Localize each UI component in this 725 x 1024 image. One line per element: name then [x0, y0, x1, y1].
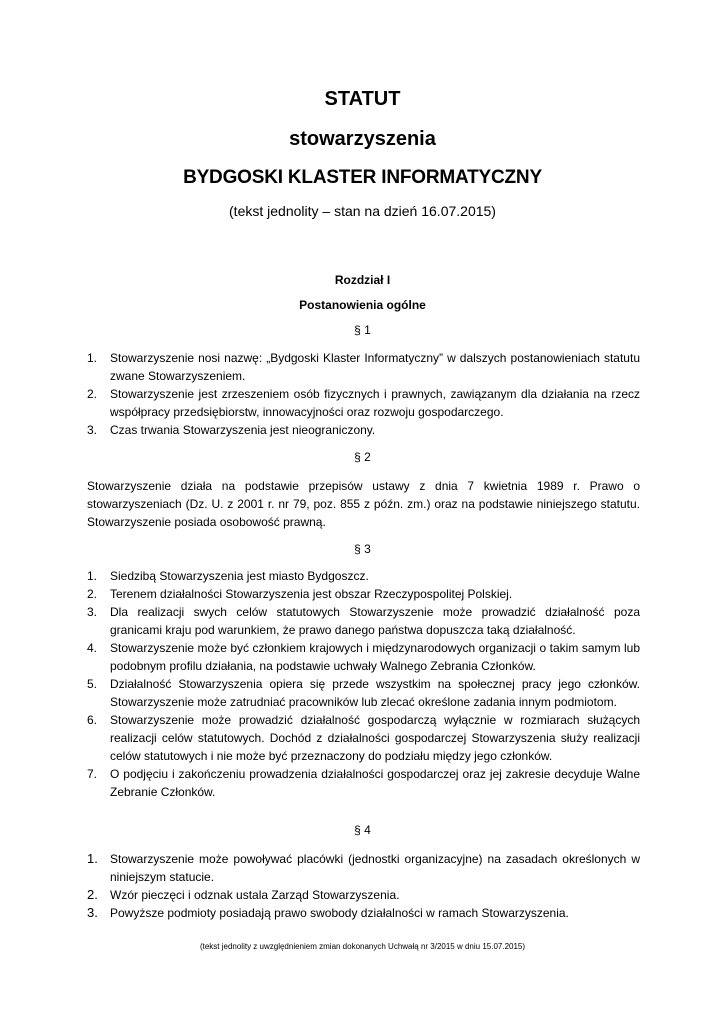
item-text: Dla realizacji swych celów statutowych Stowarzyszenie może prowadzić działalność poza granicami kraju pod warunkiem, że prawo danego państwa dopuszcza taką działalność. — [110, 605, 640, 637]
section-3-list — [87, 567, 640, 801]
list-item — [87, 567, 640, 585]
list-item — [87, 904, 640, 922]
section-mark-4: § 4 — [354, 823, 371, 837]
item-text: Stowarzyszenie jest zrzeszeniem osób fizycznych i prawnych, zawiązanym dla działania na rzecz współpracy przedsiębiorstw, innowacyjności oraz rozwoju gospodarczego. — [110, 387, 640, 419]
list-item — [87, 711, 640, 765]
chapter-label: Rozdział I — [334, 273, 391, 287]
item-text: Terenem działalności Stowarzyszenia jest obszar Rzeczypospolitej Polskiej. — [110, 587, 513, 601]
list-item — [87, 385, 640, 421]
list-item — [87, 675, 640, 711]
list-item — [87, 349, 640, 385]
section-2-paragraph: Stowarzyszenie działa na podstawie przepisów ustawy z dnia 7 kwietnia 1989 r. Prawo o stowarzyszeniach (Dz. U. z 2001 r. nr 79, poz. 855 z późn. zm.) oraz na podstawie niniejszego statutu. Stowarzyszenie posiada osobowość prawną. — [87, 479, 640, 529]
item-number: 3. — [87, 605, 98, 619]
item-text: Stowarzyszenie nosi nazwę: „Bydgoski Klaster Informatyczny” w dalszych postanowieniach statutu zwane Stowarzyszeniem. — [110, 351, 640, 383]
item-text: Wzór pieczęci i odznak ustala Zarząd Stowarzyszenia. — [110, 888, 400, 902]
chapter-title: Postanowienia ogólne — [299, 298, 426, 312]
item-text: O podjęciu i zakończeniu prowadzenia działalności gospodarczej oraz jej zakresie decyduje Walne Zebranie Członków. — [110, 767, 640, 799]
item-number: 1. — [87, 351, 98, 365]
list-item — [87, 765, 640, 801]
item-text: Powyższe podmioty posiadają prawo swobody działalności w ramach Stowarzyszenia. — [110, 906, 569, 920]
section-mark-1: § 1 — [354, 323, 371, 337]
section-mark-3: § 3 — [354, 542, 371, 556]
item-number: 2. — [87, 387, 98, 401]
item-number: 3. — [87, 905, 98, 920]
item-text: Stowarzyszenie może powoływać placówki (jednostki organizacyjne) na zasadach określonych w niniejszym statucie. — [110, 852, 640, 884]
item-text: Siedzibą Stowarzyszenia jest miasto Bydgoszcz. — [110, 569, 369, 583]
item-number: 3. — [87, 423, 98, 437]
section-4-list — [87, 850, 640, 922]
item-number: 5. — [87, 677, 98, 691]
org-type: stowarzyszenia — [289, 128, 436, 150]
section-mark-2: § 2 — [354, 450, 371, 464]
item-number: 2. — [87, 887, 98, 902]
list-item — [87, 886, 640, 904]
item-text: Stowarzyszenie może prowadzić działalność gospodarczą wyłącznie w rozmiarach służących realizacji celów statutowych. Dochód z działalności gospodarczej Stowarzyszenia służy realizacji celów statutowych i nie może być przeznaczony do podziału między jego członków. — [110, 713, 640, 763]
item-number: 1. — [87, 851, 98, 866]
list-item — [87, 421, 640, 439]
list-item — [87, 639, 640, 675]
org-name: BYDGOSKI KLASTER INFORMATYCZNY — [183, 167, 542, 188]
list-item — [87, 603, 640, 639]
list-item — [87, 585, 640, 603]
document-title: STATUT — [324, 88, 401, 110]
section-1-list — [87, 349, 640, 439]
list-item — [87, 850, 640, 886]
footer-note: (tekst jednolity z uwzględnieniem zmian dokonanych Uchwałą nr 3/2015 w dniu 15.07.2015) — [199, 942, 526, 951]
version-note: (tekst jednolity – stan na dzień 16.07.2015) — [229, 203, 496, 219]
item-text: Czas trwania Stowarzyszenia jest nieograniczony. — [110, 423, 376, 437]
item-number: 6. — [87, 713, 98, 727]
item-number: 2. — [87, 587, 98, 601]
item-number: 7. — [87, 767, 98, 781]
item-text: Działalność Stowarzyszenia opiera się przede wszystkim na społecznej pracy jego członków. Stowarzyszenie może zatrudniać pracowników lub zlecać określone zadania innym podmiotom. — [110, 677, 640, 709]
item-text: Stowarzyszenie może być członkiem krajowych i międzynarodowych organizacji o takim samym lub podobnym profilu działania, na podstawie uchwały Walnego Zebrania Członków. — [110, 641, 640, 673]
item-number: 1. — [87, 569, 98, 583]
item-number: 4. — [87, 641, 98, 655]
